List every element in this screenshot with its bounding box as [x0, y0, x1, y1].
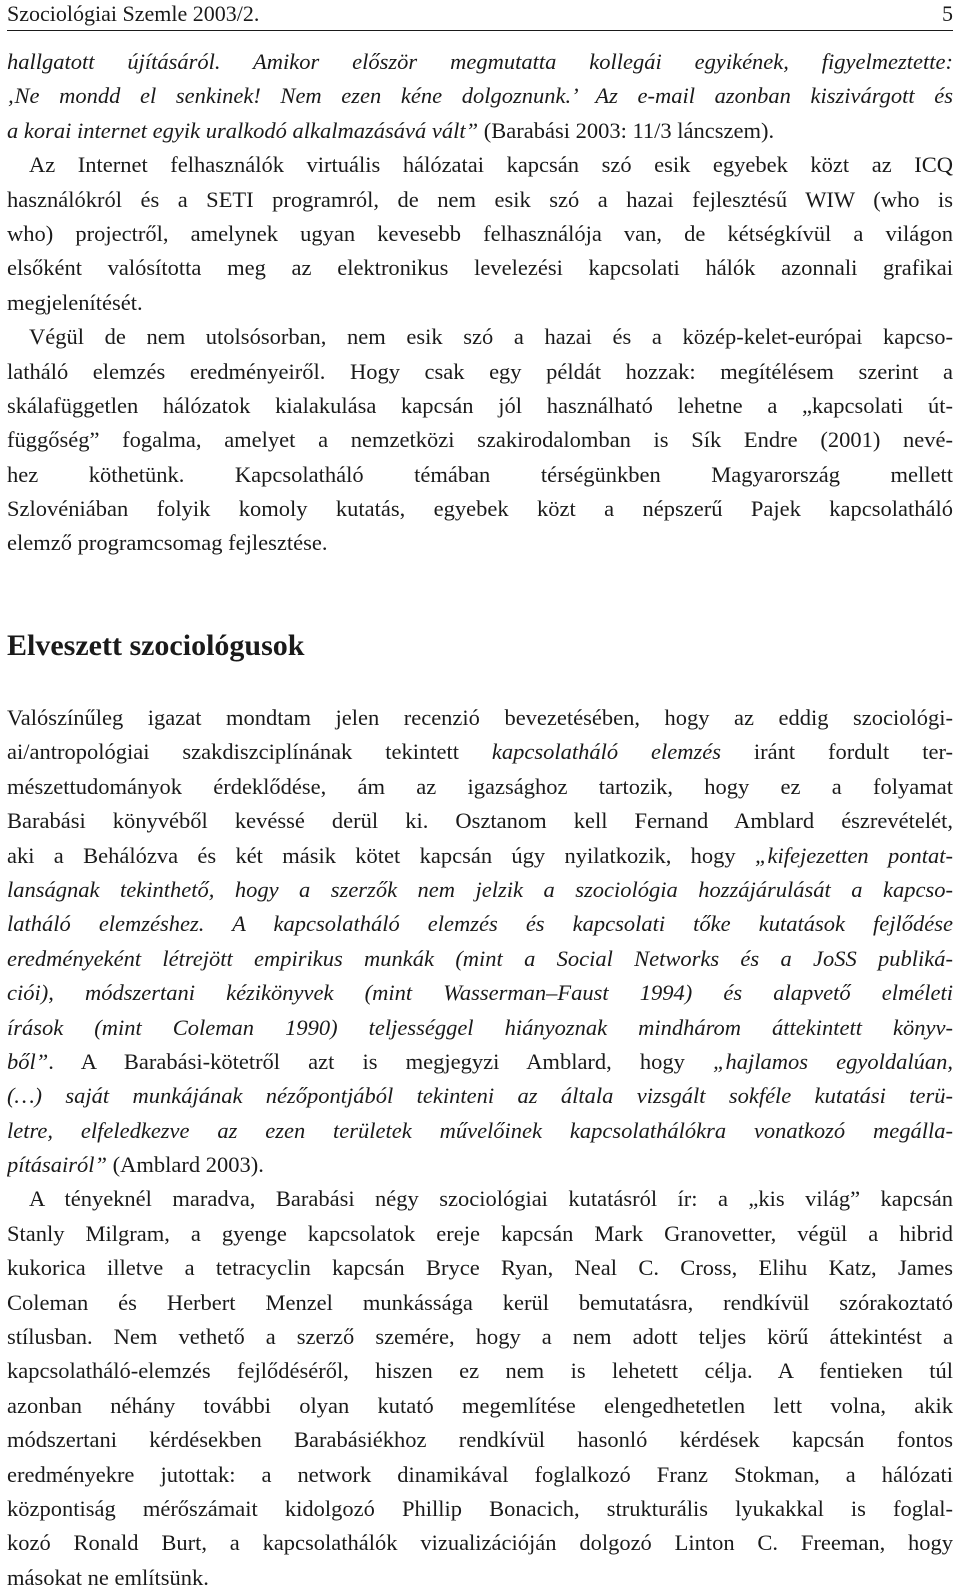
italic-text: hallgatott újításáról. Amikor először megmutatta kollegái egyikének, figyelmeztette: [7, 49, 953, 74]
text-run: Az Internet felhasználók virtuális hálózatai kapcsán szó esik egyebek közt az ICQ [29, 152, 953, 178]
italic-text: ciói), módszertani kézikönyvek (mint Wasserman–Faust 1994) és alapvető elméleti [7, 980, 953, 1006]
italic-text: pításairól” [7, 1152, 108, 1178]
journal-title: Szociológiai Szemle 2003/2. [7, 1, 260, 26]
text-run: másokat ne említsünk. [7, 1564, 209, 1590]
text-run: elsőként valósította meg az elektronikus levelezési kapcsolati hálók azonnali grafikai [7, 255, 953, 281]
text-run: hez köthetünk. Kapcsolatháló témában térségünkben Magyarország mellett [7, 461, 953, 487]
text-run: kapcsolatháló-elemzés fejlődéséről, hiszen ez nem is lehetett célja. A fentieken túl [7, 1358, 953, 1384]
text-run: eredményekre jutottak: a network dinamikával foglalkozó Franz Stokman, a hálózati [7, 1461, 953, 1487]
text-run: . A Barabási-kötetről azt is megjegyzi Amblard, hogy [48, 1048, 714, 1074]
text-line [7, 1526, 953, 1560]
text-line [7, 873, 953, 907]
text-run: megjelenítését. [7, 289, 143, 315]
text-line [7, 1045, 953, 1079]
text-run: kozó Ronald Burt, a kapcsolathálók vizualizációján dolgozó Linton C. Freeman, hogy [7, 1530, 953, 1556]
italic-text: lanságnak tekinthető, hogy a szerzők nem jelzik a szociológia hozzájárulását a kapcso- [7, 876, 953, 902]
text-line [7, 45, 953, 79]
text-line [7, 1148, 953, 1182]
text-line [7, 1320, 953, 1354]
text-run: elemző programcsomag fejlesztése. [7, 530, 328, 556]
italic-text: „kifejezetten pontat- [754, 842, 953, 868]
text-line [7, 492, 953, 526]
italic-text: kapcsolatháló elemzés [491, 739, 721, 765]
text-run: (Barabási 2003: 11/3 láncszem). [478, 117, 775, 143]
text-run: (Amblard 2003). [107, 1152, 264, 1178]
text-run: aki a Behálózva és két másik kötet kapcsán úgy nyilatkozik, hogy [7, 842, 755, 868]
text-line [7, 735, 953, 769]
text-line [7, 526, 953, 560]
text-run: azonban néhány további olyan kutató megemlítése elengedhetetlen lett volna, akik [7, 1392, 953, 1418]
text-line [7, 839, 953, 873]
text-run: latháló elemzés eredményeiről. Hogy csak egy példát hozzak: megítélésem szerint a [7, 358, 953, 384]
text-line [7, 148, 953, 182]
text-run: használókról és a SETI programról, de nem esik szó a hazai fejlesztésű WIW (who is [7, 186, 953, 212]
section-heading: Elveszett szociológusok [7, 629, 305, 662]
page-number: 5 [942, 1, 953, 26]
text-line [7, 1423, 953, 1457]
text-line [7, 701, 953, 735]
text-line [7, 355, 953, 389]
italic-text: írások (mint Coleman 1990) teljességgel hiányoznak mindhárom áttekintett könyv- [7, 1014, 953, 1040]
text-line [7, 1286, 953, 1320]
italic-text: „hajlamos egyoldalúan, [713, 1048, 953, 1074]
text-line [7, 976, 953, 1010]
text-line [7, 389, 953, 423]
italic-text: (…) saját munkájának nézőpontjából tekinteni az általa vizsgált sokféle kutatási terü- [7, 1083, 953, 1109]
text-line [7, 1079, 953, 1113]
text-run: Végül de nem utolsósorban, nem esik szó a hazai és a közép-kelet-európai kapcso- [29, 324, 953, 350]
text-line [7, 217, 953, 251]
text-line [7, 251, 953, 285]
text-run: stílusban. Nem vethető a szerző szemére, hogy a nem adott teljes körű áttekintést a [7, 1324, 953, 1350]
text-run: iránt fordult ter- [721, 739, 953, 765]
text-run: Valószínűleg igazat mondtam jelen recenzió bevezetésében, hogy az eddig szociológi- [7, 705, 953, 730]
text-run: ai/antropológiai szakdiszciplínának tekintett [7, 739, 492, 765]
text-line [7, 1458, 953, 1492]
text-run: Coleman és Herbert Menzel munkássága kerül bemutatásra, rendkívül szórakoztató [7, 1289, 953, 1315]
text-block-section [7, 701, 953, 1595]
text-line [7, 183, 953, 217]
text-line [7, 114, 953, 148]
running-header [7, 0, 953, 31]
text-line [7, 1389, 953, 1423]
text-run: Barabási könyvéből kevéssé derül ki. Osztanom kell Fernand Amblard észrevételét, [7, 808, 953, 834]
text-line [7, 423, 953, 457]
text-line [7, 1354, 953, 1388]
text-run: Szlovéniában folyik komoly kutatás, egyebek közt a népszerű Pajek kapcsolatháló [7, 496, 953, 522]
text-line [7, 320, 953, 354]
text-line [7, 1011, 953, 1045]
text-line [7, 286, 953, 320]
text-line [7, 907, 953, 941]
text-line [7, 1492, 953, 1526]
italic-text: eredményeként létrejött empirikus munkák (mint a Social Networks és a JoSS publiká- [7, 945, 953, 971]
text-line [7, 458, 953, 492]
text-run: who) projectről, amelynek ugyan kevesebb felhasználója van, de kétségkívül a világon [7, 220, 953, 246]
text-block-continuation [7, 45, 953, 561]
italic-text: ‚Ne mondd el senkinek! Nem ezen kéne dolgoznunk.’ Az e-mail azonban kiszivárgott és [7, 83, 953, 109]
italic-text: a korai internet egyik uralkodó alkalmazásává vált” [7, 117, 479, 143]
text-line [7, 1114, 953, 1148]
text-run: Stanly Milgram, a gyenge kapcsolatok ereje kapcsán Mark Granovetter, végül a hibrid [7, 1220, 953, 1246]
text-run: módszertani kérdésekben Barabásiékhoz rendkívül hasonló kérdések kapcsán fontos [7, 1427, 953, 1453]
text-run: kukorica illetve a tetracyclin kapcsán Bryce Ryan, Neal C. Cross, Elihu Katz, James [7, 1255, 953, 1281]
italic-text: latháló elemzéshez. A kapcsolatháló elemzés és kapcsolati tőke kutatások fejlődése [7, 911, 953, 937]
text-line [7, 942, 953, 976]
text-run: A tényeknél maradva, Barabási négy szociológiai kutatásról ír: a „kis világ” kapcsán [29, 1186, 953, 1212]
text-line [7, 1217, 953, 1251]
text-line [7, 1561, 953, 1595]
text-run: központiság mérőszámait kidolgozó Phillip Bonacich, strukturális lyukakkal is foglal- [7, 1495, 953, 1521]
text-line [7, 770, 953, 804]
text-run: függőség” fogalma, amelyet a nemzetközi szakirodalomban is Sík Endre (2001) nevé- [7, 427, 953, 453]
italic-text: ből” [7, 1048, 49, 1074]
text-run: mészettudományok érdeklődése, ám az igazsághoz tartozik, hogy ez a folyamat [7, 773, 953, 799]
text-run: skálafüggetlen hálózatok kialakulása kapcsán jól használható lehetne a „kapcsolati út- [7, 392, 953, 418]
text-line [7, 804, 953, 838]
text-line [7, 79, 953, 113]
text-line [7, 1182, 953, 1216]
italic-text: letre, elfeledkezve az ezen területek művelőinek kapcsolathálókra vonatkozó megálla- [7, 1117, 953, 1143]
text-line [7, 1251, 953, 1285]
